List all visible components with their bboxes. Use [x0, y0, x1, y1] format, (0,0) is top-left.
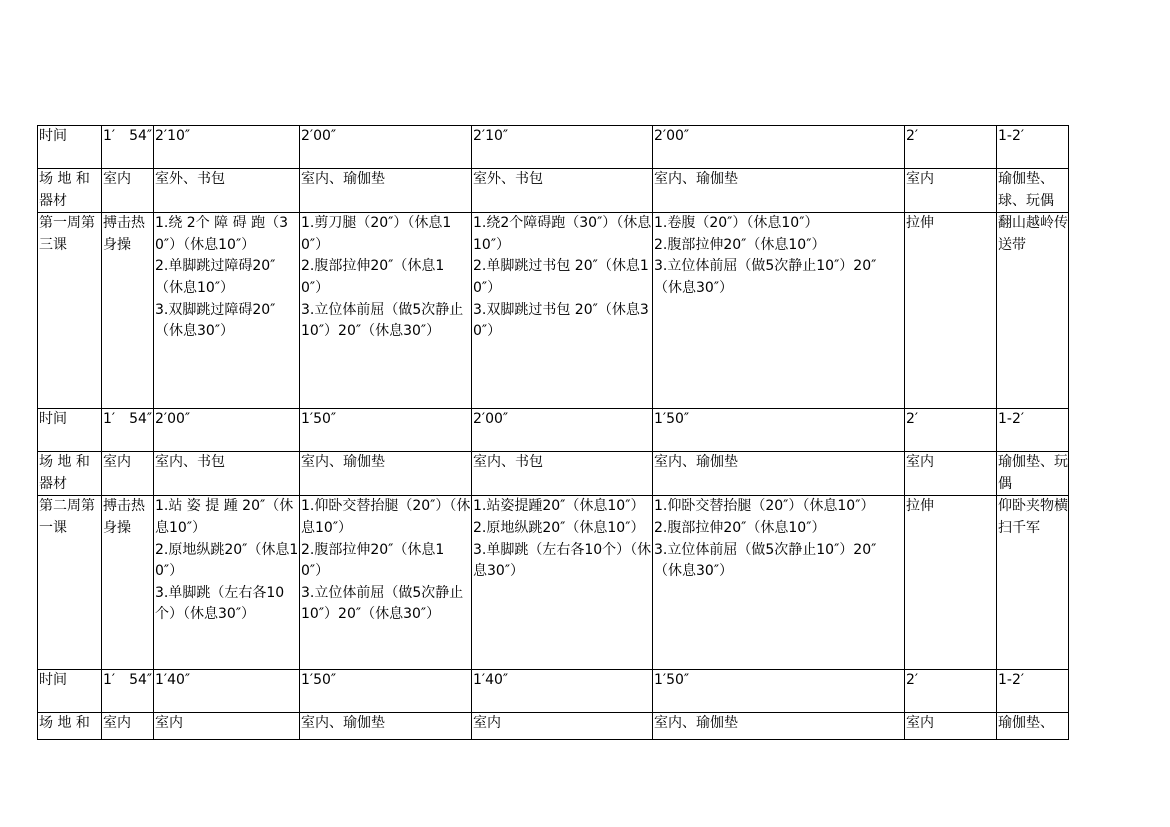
table-cell: 2′00″	[653, 126, 905, 169]
table-cell: 室内、瑜伽垫	[300, 169, 472, 213]
table-cell: 2′10″	[154, 126, 300, 169]
table-cell: 1′50″	[300, 409, 472, 452]
table-cell: 室内、瑜伽垫	[653, 452, 905, 496]
table-cell: 室内、书包	[472, 452, 653, 496]
table-cell: 1.卷腹（20″）（休息10″） 2.腹部拉伸20″（休息10″） 3.立位体前屈（做5次静止10″）20″（休息30″）	[653, 213, 905, 409]
table-cell: 1.仰卧交替抬腿（20″）（休息10″） 2.腹部拉伸20″（休息10″） 3.立位体前屈（做5次静止10″）20″（休息30″）	[300, 496, 472, 670]
table-cell: 拉伸	[905, 213, 997, 409]
table-cell: 瑜伽垫、球、玩偶	[997, 169, 1069, 213]
table-cell: 室内	[102, 169, 154, 213]
row-label-cell: 场 地 和	[38, 713, 102, 740]
table-cell: 1′40″	[472, 670, 653, 713]
row-label-cell: 时间	[38, 670, 102, 713]
table-row	[38, 409, 1069, 452]
row-label-cell: 时间	[38, 126, 102, 169]
table-cell: 2′00″	[300, 126, 472, 169]
table-cell: 1′50″	[653, 670, 905, 713]
table-cell: 搏击热身操	[102, 496, 154, 670]
table-cell: 室内、瑜伽垫	[300, 713, 472, 740]
table-cell: 1′ 54″	[102, 409, 154, 452]
table-cell: 1.剪刀腿（20″）（休息10″） 2.腹部拉伸20″（休息10″） 3.立位体前屈（做5次静止10″）20″（休息30″）	[300, 213, 472, 409]
row-label-cell: 场 地 和器材	[38, 169, 102, 213]
table-cell: 1′50″	[300, 670, 472, 713]
table-cell: 2′10″	[472, 126, 653, 169]
table-cell: 1-2′	[997, 409, 1069, 452]
table-cell: 室内	[102, 452, 154, 496]
table-cell: 2′00″	[472, 409, 653, 452]
table-row	[38, 169, 1069, 213]
table-cell: 1-2′	[997, 670, 1069, 713]
table-cell: 室外、书包	[472, 169, 653, 213]
table-cell: 1′50″	[653, 409, 905, 452]
table-cell: 1′ 54″	[102, 670, 154, 713]
table-cell: 室内	[905, 452, 997, 496]
table-cell: 1′ 54″	[102, 126, 154, 169]
table-cell: 2′	[905, 670, 997, 713]
table-cell: 翻山越岭传送带	[997, 213, 1069, 409]
schedule-table	[37, 125, 1069, 740]
row-label-cell: 时间	[38, 409, 102, 452]
table-cell: 1.仰卧交替抬腿（20″）（休息10″） 2.腹部拉伸20″（休息10″） 3.立位体前屈（做5次静止10″）20″（休息30″）	[653, 496, 905, 670]
table-cell: 1.站姿提踵20″（休息10″） 2.原地纵跳20″（休息10″） 3.单脚跳（左右各10个）（休息30″）	[472, 496, 653, 670]
table-row	[38, 713, 1069, 740]
table-cell: 1.绕 2个 障 碍 跑（30″）（休息10″） 2.单脚跳过障碍20″（休息10″） 3.双脚跳过障碍20″（休息30″）	[154, 213, 300, 409]
row-label-cell: 第二周第一课	[38, 496, 102, 670]
table-cell: 1.绕2个障碍跑（30″）（休息10″） 2.单脚跳过书包 20″（休息10″） 3.双脚跳过书包 20″（休息30″）	[472, 213, 653, 409]
table-cell: 室内、书包	[154, 452, 300, 496]
table-row	[38, 213, 1069, 409]
table-cell: 搏击热身操	[102, 213, 154, 409]
table-cell: 室内	[472, 713, 653, 740]
table-cell: 室内	[905, 169, 997, 213]
table-cell: 室外、书包	[154, 169, 300, 213]
table-cell: 室内、瑜伽垫	[653, 169, 905, 213]
table-row	[38, 126, 1069, 169]
row-label-cell: 场 地 和器材	[38, 452, 102, 496]
table-cell: 室内、瑜伽垫	[653, 713, 905, 740]
table-row	[38, 452, 1069, 496]
table-cell: 瑜伽垫、	[997, 713, 1069, 740]
table-cell: 2′	[905, 126, 997, 169]
table-cell: 1-2′	[997, 126, 1069, 169]
table-cell: 仰卧夹物横扫千军	[997, 496, 1069, 670]
table-row	[38, 496, 1069, 670]
table-cell: 2′00″	[154, 409, 300, 452]
table-cell: 瑜伽垫、玩偶	[997, 452, 1069, 496]
row-label-cell: 第一周第三课	[38, 213, 102, 409]
table-cell: 拉伸	[905, 496, 997, 670]
table-row	[38, 670, 1069, 713]
table-cell: 室内、瑜伽垫	[300, 452, 472, 496]
table-cell: 室内	[102, 713, 154, 740]
table-cell: 1′40″	[154, 670, 300, 713]
table-cell: 2′	[905, 409, 997, 452]
table-cell: 室内	[905, 713, 997, 740]
table-cell: 室内	[154, 713, 300, 740]
table-cell: 1.站 姿 提 踵 20″（休息10″） 2.原地纵跳20″（休息10″） 3.单脚跳（左右各10个）（休息30″）	[154, 496, 300, 670]
